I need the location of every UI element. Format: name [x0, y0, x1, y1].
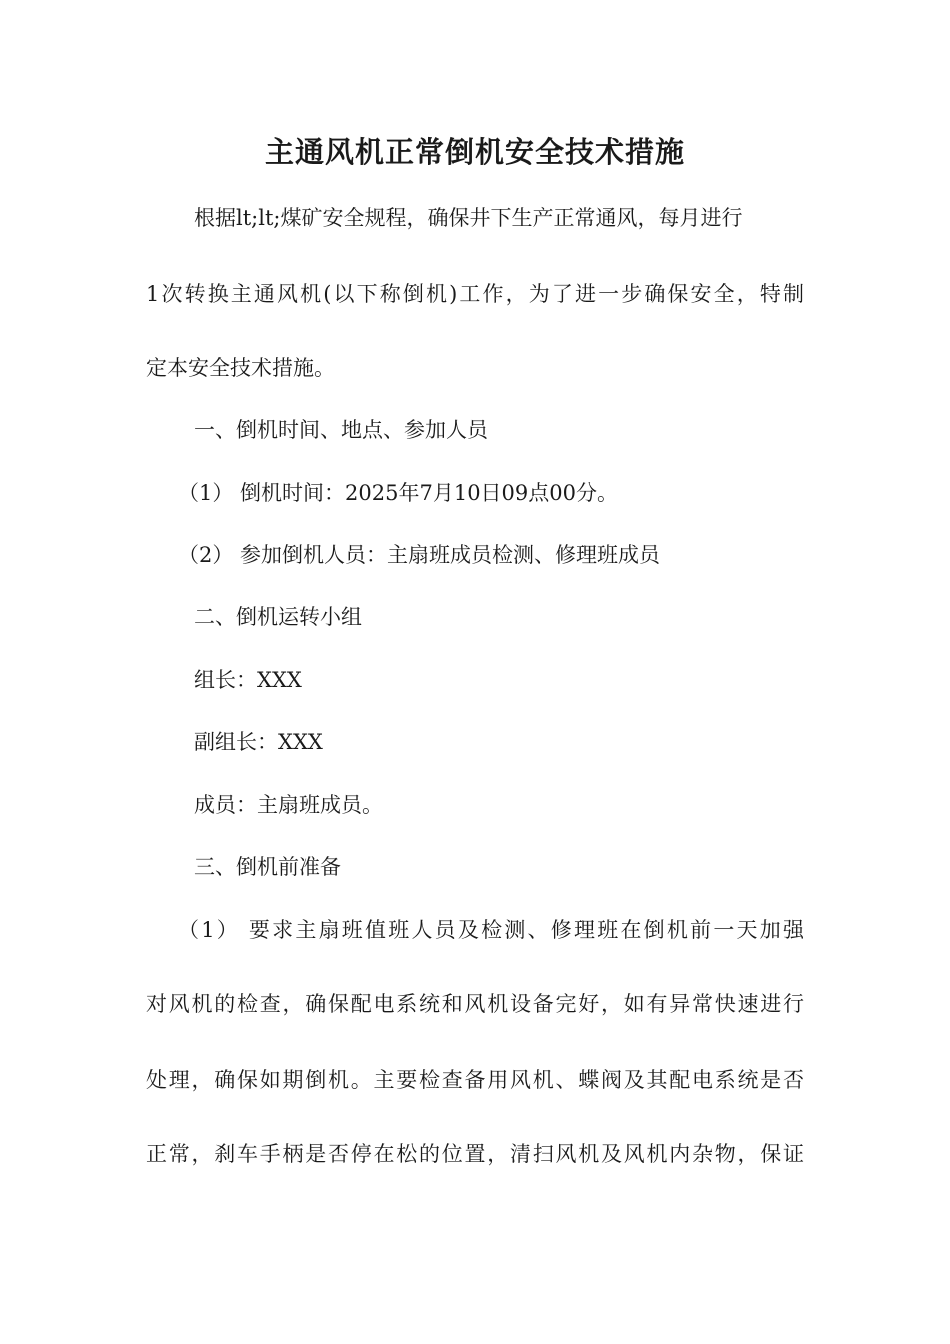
section3-heading: 三、倒机前准备: [194, 855, 341, 879]
intro-line-2: 1次转换主通风机(以下称倒机)工作，为了进一步确保安全，特制: [146, 282, 804, 306]
document-title: 主通风机正常倒机安全技术措施: [264, 135, 685, 169]
section3-para-line-3: 处理，确保如期倒机。主要检查备用风机、蝶阀及其配电系统是否: [146, 1068, 804, 1092]
section3-para-line-2: 对风机的检查，确保配电系统和风机设备完好，如有异常快速进行: [146, 992, 804, 1016]
section2-deputy: 副组长：XXX: [194, 730, 323, 754]
section1-heading: 一、倒机时间、地点、参加人员: [194, 418, 488, 442]
section3-para-line-1: （1） 要求主扇班值班人员及检测、修理班在倒机前一天加强: [178, 918, 804, 942]
intro-line-1: 根据lt;lt;煤矿安全规程，确保井下生产正常通风，每月进行: [194, 206, 743, 230]
section3-para-line-4: 正常，刹车手柄是否停在松的位置，清扫风机及风机内杂物，保证: [146, 1142, 804, 1166]
section2-members: 成员：主扇班成员。: [194, 793, 383, 817]
section2-heading: 二、倒机运转小组: [194, 605, 362, 629]
intro-line-3: 定本安全技术措施。: [146, 356, 335, 380]
section1-item-1: （1） 倒机时间：2025年7月10日09点00分。: [178, 481, 619, 505]
section2-leader: 组长：XXX: [194, 668, 302, 692]
section1-item-2: （2） 参加倒机人员：主扇班成员检测、修理班成员: [178, 543, 661, 567]
